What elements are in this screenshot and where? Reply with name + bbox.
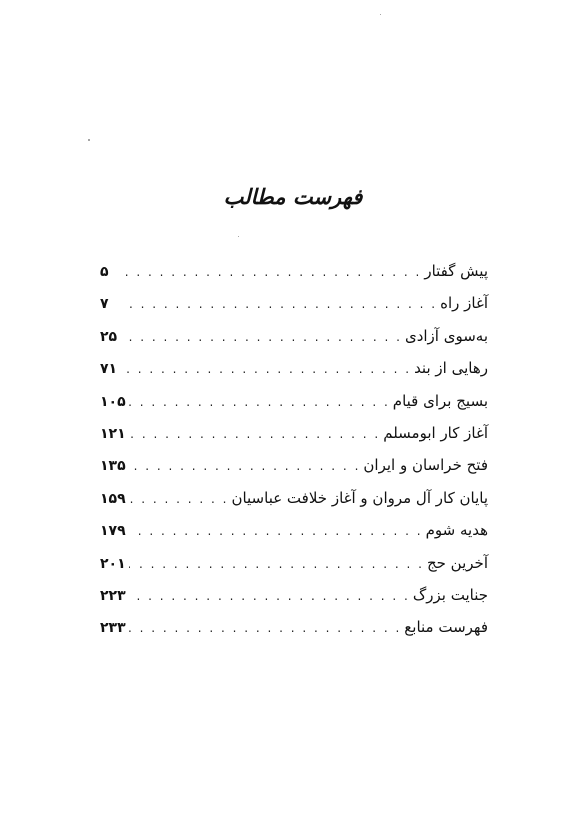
toc-entry xyxy=(100,255,488,287)
toc-entry-title: به‌سوی آزادی xyxy=(404,326,488,345)
ink-speck xyxy=(380,14,381,15)
toc-entry xyxy=(100,579,488,611)
toc-entry-title: پیش گفتار xyxy=(424,262,488,280)
toc-entry xyxy=(100,547,488,579)
toc-entry-page-number: ۱۷۹ xyxy=(100,523,126,540)
dot-leader xyxy=(123,353,411,385)
toc-entry-page-number: ۲۲۳ xyxy=(100,587,126,604)
toc-entry xyxy=(100,417,488,449)
dot-leader xyxy=(129,483,229,515)
toc-entry-title: جنایت بزرگ xyxy=(412,585,488,604)
toc-entry-page-number: ۷ xyxy=(100,296,109,313)
toc-entry-title: بسیج برای قیام xyxy=(392,391,488,410)
toc-entry-page-number: ۱۵۹ xyxy=(100,490,126,507)
dot-leader xyxy=(123,288,437,320)
toc-entry xyxy=(100,449,488,481)
dot-leader xyxy=(129,418,381,450)
dot-leader xyxy=(129,386,390,418)
toc-entry xyxy=(100,385,488,417)
toc-entry-title: آخرین حج xyxy=(426,553,488,572)
toc-entry xyxy=(100,611,488,643)
toc-entry-title: هدیه شوم xyxy=(425,521,488,540)
toc-entry xyxy=(100,287,488,319)
toc-entry xyxy=(100,320,488,352)
dot-leader xyxy=(123,256,421,288)
toc-entry-title: رهایی از بند xyxy=(414,359,488,378)
toc-entry-page-number: ۵ xyxy=(100,264,109,280)
toc-entry-page-number: ۲۳۳ xyxy=(100,620,126,637)
dot-leader xyxy=(129,612,402,644)
toc-entry-page-number: ۲۵ xyxy=(100,328,118,345)
page-title: فهرست مطالب xyxy=(223,184,363,209)
dot-leader xyxy=(129,580,410,612)
toc-entry xyxy=(100,352,488,384)
toc-entry-title: آغاز راه xyxy=(440,294,488,313)
toc-entry-title: فهرست منابع xyxy=(404,618,488,637)
toc-entry-title: پایان کار آل مروان و آغاز خلافت عباسیان xyxy=(231,488,488,507)
toc-entry xyxy=(100,482,488,514)
table-of-contents xyxy=(100,255,488,644)
dot-leader xyxy=(129,450,361,482)
toc-entry-page-number: ۲۰۱ xyxy=(100,555,126,572)
toc-entry-page-number: ۱۲۱ xyxy=(100,425,126,442)
dot-leader xyxy=(129,515,423,547)
ink-speck xyxy=(238,236,239,237)
toc-entry-page-number: ۱۳۵ xyxy=(100,458,126,475)
dot-leader xyxy=(123,321,402,353)
toc-entry-title: فتح خراسان و ایران xyxy=(363,456,488,475)
toc-entry xyxy=(100,514,488,546)
toc-entry-page-number: ۷۱ xyxy=(100,361,118,378)
toc-entry-title: آغاز کار ابومسلم xyxy=(383,423,488,442)
ink-speck xyxy=(88,139,90,141)
dot-leader xyxy=(129,548,424,580)
toc-entry-page-number: ۱۰۵ xyxy=(100,393,126,410)
